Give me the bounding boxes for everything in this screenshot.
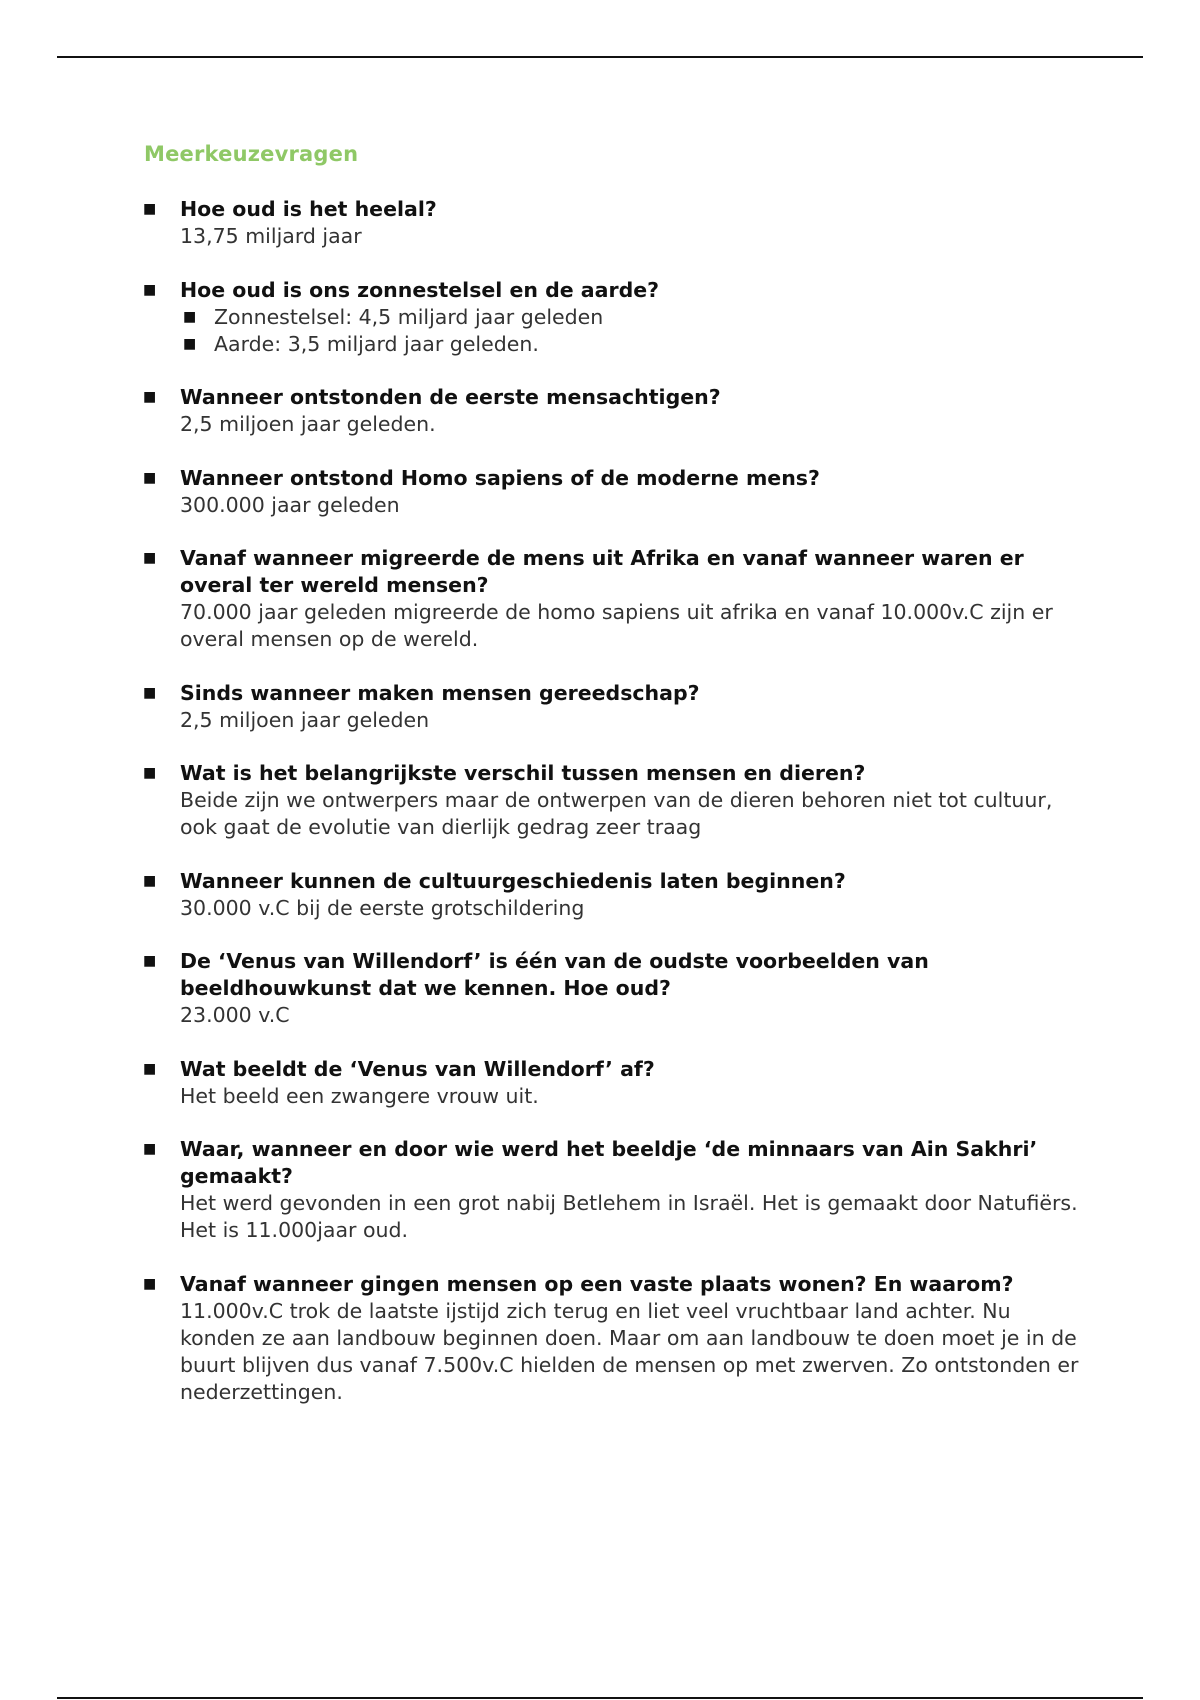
square-bullet-icon: ■ bbox=[143, 872, 157, 889]
sub-answer-item bbox=[180, 331, 1080, 358]
qa-item bbox=[143, 277, 1080, 358]
answer-text: 300.000 jaar geleden bbox=[180, 492, 400, 517]
sub-answer-text: Zonnestelsel: 4,5 miljard jaar geleden bbox=[214, 304, 604, 329]
question-text: Wanneer ontstond Homo sapiens of de moderne mens? bbox=[180, 465, 820, 490]
question-text: Vanaf wanneer migreerde de mens uit Afrika en vanaf wanneer waren er overal ter wereld mensen? bbox=[180, 546, 1024, 597]
question-text: Vanaf wanneer gingen mensen op een vaste plaats wonen? En waarom? bbox=[180, 1271, 1014, 1296]
answer-text: Het werd gevonden in een grot nabij Betlehem in Israël. Het is gemaakt door Natufiërs. Het is 11.000jaar oud. bbox=[180, 1191, 1078, 1242]
qa-item bbox=[143, 948, 1080, 1029]
answer-text: Beide zijn we ontwerpers maar de ontwerpen van de dieren behoren niet tot cultuur, ook gaat de evolutie van dierlijk gedrag zeer traag bbox=[180, 788, 1053, 839]
qa-item bbox=[143, 196, 1080, 250]
answer-text: 2,5 miljoen jaar geleden. bbox=[180, 412, 436, 436]
square-bullet-icon: ■ bbox=[183, 335, 197, 352]
qa-item bbox=[143, 680, 1080, 734]
answer-text: 11.000v.C trok de laatste ijstijd zich terug en liet veel vruchtbaar land achter. Nu konden ze aan landbouw beginnen doen. Maar om aan landbouw te doen moet je in de buurt blijven dus vanaf 7.500v.C hielden de mensen op met zwerven. Zo ontstonden er nederzettingen. bbox=[180, 1298, 1079, 1404]
square-bullet-icon: ■ bbox=[143, 469, 157, 486]
answer-text: Het beeld een zwangere vrouw uit. bbox=[180, 1083, 539, 1108]
qa-item bbox=[143, 1271, 1080, 1406]
question-text: Hoe oud is het heelal? bbox=[180, 197, 437, 221]
question-text: Hoe oud is ons zonnestelsel en de aarde? bbox=[180, 277, 660, 302]
question-text: Wanneer ontstonden de eerste mensachtigen? bbox=[180, 385, 721, 409]
square-bullet-icon: ■ bbox=[143, 1275, 157, 1292]
square-bullet-icon: ■ bbox=[143, 201, 157, 217]
question-text: Wat beeldt de ‘Venus van Willendorf’ af? bbox=[180, 1056, 655, 1081]
sub-answer-text: Aarde: 3,5 miljard jaar geleden. bbox=[214, 331, 539, 356]
question-text: Wat is het belangrijkste verschil tussen mensen en dieren? bbox=[180, 761, 866, 785]
answer-text: 13,75 miljard jaar bbox=[180, 224, 362, 248]
section-title: Meerkeuzevragen bbox=[144, 142, 359, 166]
square-bullet-icon: ■ bbox=[143, 953, 157, 969]
square-bullet-icon: ■ bbox=[143, 765, 157, 781]
sub-answer-list bbox=[180, 304, 1080, 358]
answer-text: 70.000 jaar geleden migreerde de homo sapiens uit afrika en vanaf 10.000v.C zijn er overal mensen op de wereld. bbox=[180, 600, 1053, 651]
qa-item bbox=[143, 760, 1080, 841]
square-bullet-icon: ■ bbox=[143, 389, 157, 405]
square-bullet-icon: ■ bbox=[143, 550, 157, 566]
qa-item bbox=[143, 1136, 1080, 1244]
qa-item bbox=[143, 384, 1080, 438]
qa-list bbox=[143, 196, 1080, 1432]
square-bullet-icon: ■ bbox=[143, 281, 157, 298]
sub-answer-item bbox=[180, 304, 1080, 331]
answer-text: 30.000 v.C bij de eerste grotschildering bbox=[180, 895, 585, 920]
square-bullet-icon: ■ bbox=[143, 1141, 157, 1157]
answer-text: 23.000 v.C bbox=[180, 1003, 290, 1027]
question-text: Wanneer kunnen de cultuurgeschiedenis laten beginnen? bbox=[180, 868, 846, 893]
qa-item bbox=[143, 868, 1080, 922]
top-rule bbox=[57, 56, 1143, 58]
qa-item bbox=[143, 1056, 1080, 1110]
square-bullet-icon: ■ bbox=[183, 308, 197, 325]
qa-item bbox=[143, 465, 1080, 519]
square-bullet-icon: ■ bbox=[143, 1060, 157, 1077]
qa-item bbox=[143, 545, 1080, 653]
square-bullet-icon: ■ bbox=[143, 684, 157, 701]
question-text: Waar, wanneer en door wie werd het beeldje ‘de minnaars van Ain Sakhri’ gemaakt? bbox=[180, 1137, 1038, 1188]
question-text: De ‘Venus van Willendorf’ is één van de oudste voorbeelden van beeldhouwkunst dat we kennen. Hoe oud? bbox=[180, 949, 929, 1000]
bottom-rule bbox=[57, 1697, 1143, 1699]
question-text: Sinds wanneer maken mensen gereedschap? bbox=[180, 680, 700, 705]
answer-text: 2,5 miljoen jaar geleden bbox=[180, 707, 430, 732]
